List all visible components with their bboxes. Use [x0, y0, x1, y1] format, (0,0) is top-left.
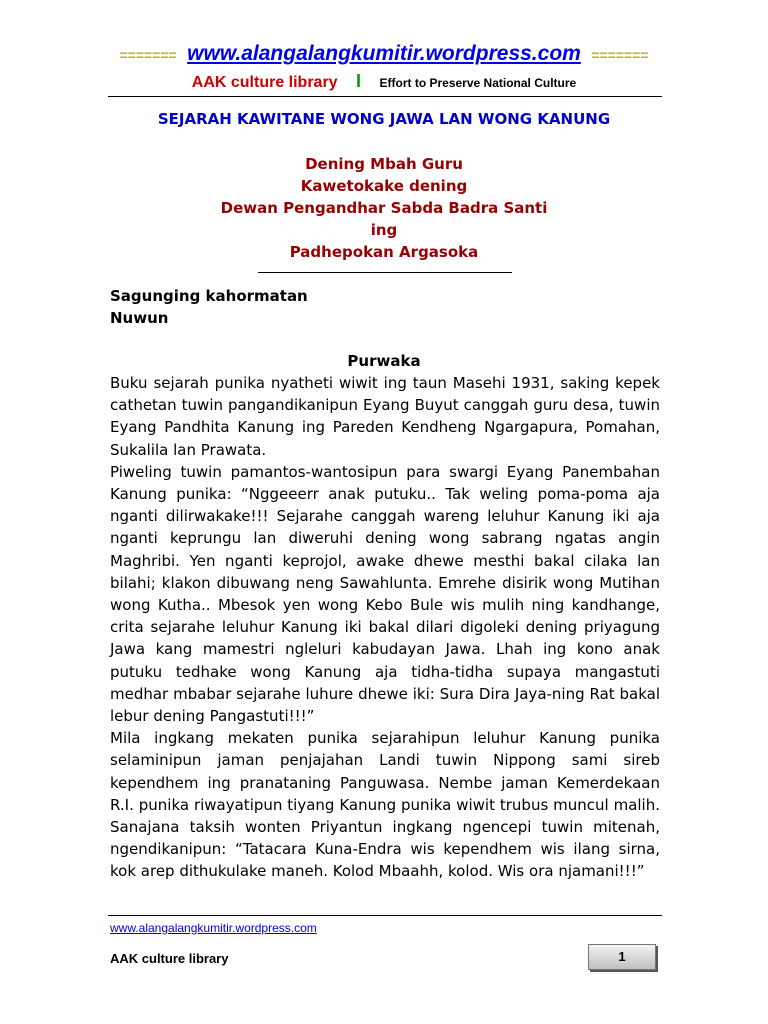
byline-line: Kawetokake dening [300, 177, 468, 195]
footer-site-link[interactable]: www.alangalangkumitir.wordpress.com [110, 921, 317, 935]
header-separator: I [356, 71, 362, 91]
paragraph: Piweling tuwin pamantos-wantosipun para swargi Eyang Panembahan Kanung punika: “Nggeeerr anak putuku.. Tak weling poma-poma aja nganti dilirwakake!!! Sejarahe canggah wareng leluhur Kanung iki aja nganti keprungu lan diweruhi dening wong sabrang ngatas angin Maghribi. Yen nganti keprojol, awake dhewe mesthi bakal cilaka lan bilahi; klakon dibuwang neng Sawahlunta. Emrehe disirik wong Mutihan wong Kutha.. Mbesok yen wong Kebo Bule wis mulih ning kandhange, crita sejarahe leluhur Kanung iki bakal dilari digoleki dening priyagung Jawa kang mamestri ngleluri kabudayan Jawa. Lhah ing kono anak putuku tedhake wong Kanung aja tidha-tidha supaya mangastuti medhar mbabar sejarahe luhure dhewe iki: Sura Dira Jaya-ning Rat bakal lebur dening Pangastuti!!!” [110, 462, 660, 726]
header-site-line [0, 42, 768, 66]
footer-rule [108, 915, 662, 916]
byline-line: Dewan Pengandhar Sabda Badra Santi [220, 199, 548, 217]
header-decoration-right: ======= [591, 47, 649, 63]
paragraph: Buku sejarah punika nyatheti wiwit ing taun Masehi 1931, saking kepek cathetan tuwin pangandikanipun Eyang Buyut canggah guru desa, tuwin Eyang Pandhita Kanung ing Pareden Kendheng Ngargapura, Pomahan, Sukalila lan Prawata. [110, 374, 660, 459]
body-text [110, 372, 660, 883]
byline-line: Padhepokan Argasoka [289, 243, 479, 261]
header-library-line [0, 71, 768, 92]
header-site-link[interactable]: www.alangalangkumitir.wordpress.com [187, 42, 581, 65]
header-decoration-left: ======= [119, 47, 177, 63]
section-heading: Purwaka [347, 352, 421, 370]
page-number-box [588, 944, 656, 970]
byline-line: Dening Mbah Guru [305, 155, 463, 173]
byline-rule [258, 272, 512, 273]
page-number: 1 [618, 949, 626, 964]
byline-line: ing [370, 221, 398, 239]
document-title: SEJARAH KAWITANE WONG JAWA LAN WONG KANUNG [157, 110, 611, 128]
greeting-nuwun: Nuwun [110, 309, 169, 327]
footer-library-name: AAK culture library [110, 951, 229, 966]
greeting-salutation: Sagunging kahormatan [110, 287, 308, 305]
byline [0, 153, 768, 263]
paragraph: Mila ingkang mekaten punika sejarahipun leluhur Kanung punika selaminipun jaman penjajahan Landi tuwin Nippong sami sireb kependhem ing pranataning Panguwasa. Nembe jaman Kemerdekaan R.I. punika riwayatipun tiyang Kanung punika wiwit trubus muncul malih. Sanajana taksih wonten Priyantun ingkang ngencepi tuwin mitenah, ngendikanipun: “Tatacara Kuna-Endra wis kependhem wis ilang sirna, kok arep dithukulake maneh. Kolod Mbaahh, kolod. Wis ora njamani!!!” [110, 729, 660, 881]
header-rule [108, 96, 662, 97]
header-library-name: AAK culture library [191, 74, 338, 91]
header-tagline: Effort to Preserve National Culture [379, 76, 577, 90]
